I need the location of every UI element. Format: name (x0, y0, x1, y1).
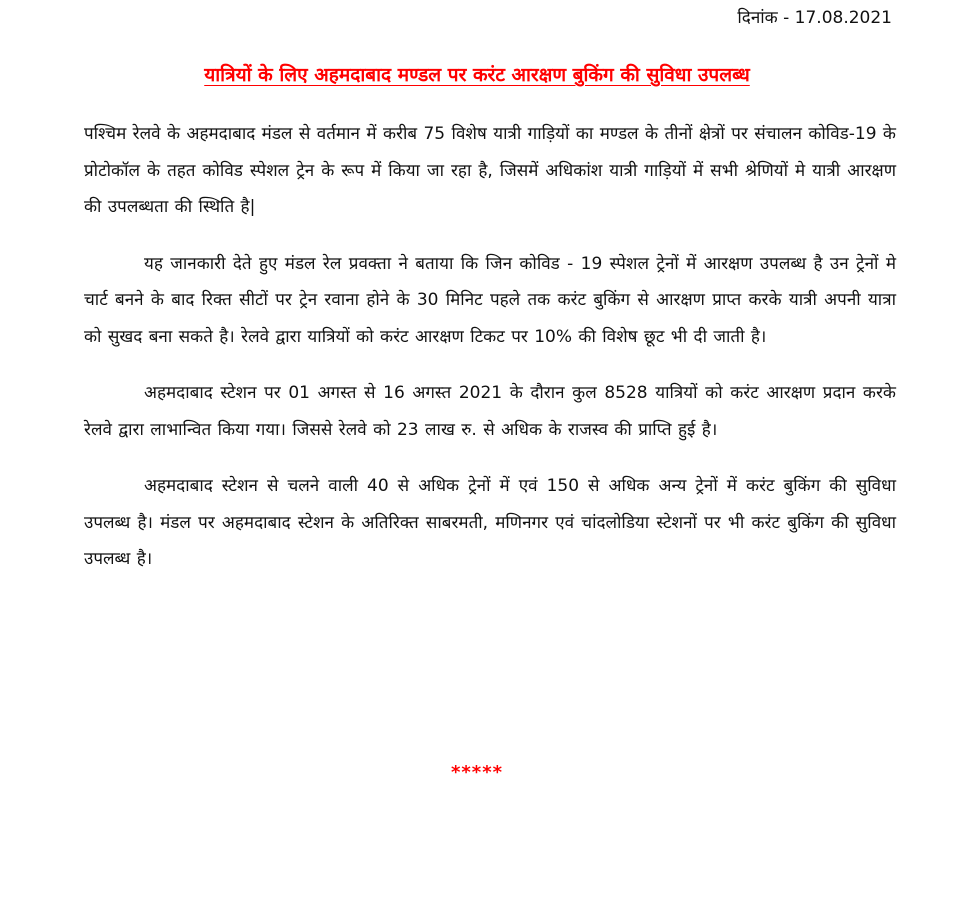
document-title: यात्रियों के लिए अहमदाबाद मण्डल पर करंट आरक्षण बुकिंग की सुविधा उपलब्ध (204, 64, 750, 86)
paragraph-4: अहमदाबाद स्टेशन से चलने वाली 40 से अधिक ट्रेनों में एवं 150 से अधिक अन्य ट्रेनों में करंट बुकिंग की सुविधा उपलब्ध है। मंडल पर अहमदाबाद स्टेशन के अतिरिक्त साबरमती, मणिनगर एवं चांदलोडिया स्टेशनों पर भी करंट बुकिंग की सुविधा उपलब्ध है। (84, 476, 896, 569)
date-line: दिनांक - 17.08.2021 (737, 8, 892, 28)
paragraph-2: यह जानकारी देते हुए मंडल रेल प्रवक्ता ने बताया कि जिन कोविड - 19 स्पेशल ट्रेनों में आरक्षण उपलब्ध है उन ट्रेनों मे चार्ट बनने के बाद रिक्त सीटों पर ट्रेन रवाना होने के 30 मिनिट पहले तक करंट बुकिंग से आरक्षण प्राप्त करके यात्री अपनी यात्रा को सुखद बना सकते है। रेलवे द्वारा यात्रियों को करंट आरक्षण टिकट पर 10% की विशेष छूट भी दी जाती है। (84, 253, 896, 347)
paragraph-1: पश्चिम रेलवे के अहमदाबाद मंडल से वर्तमान में करीब 75 विशेष यात्री गाड़ियों का मण्डल के तीनों क्षेत्रों पर संचालन कोविड-19 के प्रोटोकॉल के तहत कोविड स्पेशल ट्रेन के रूप में किया जा रहा है, जिसमें अधिकांश यात्री गाड़ियों में सभी श्रेणियों मे यात्री आरक्षण की उपलब्धता की स्थिति है| (84, 124, 896, 217)
end-marker: ***** (450, 762, 504, 783)
paragraph-3: अहमदाबाद स्टेशन पर 01 अगस्त से 16 अगस्त 2021 के दौरान कुल 8528 यात्रियों को करंट आरक्षण प्रदान करके रेलवे द्वारा लाभान्वित किया गया। जिससे रेलवे को 23 लाख रु. से अधिक के राजस्व की प्राप्ति हुई है। (84, 383, 896, 440)
body-text (84, 116, 896, 598)
